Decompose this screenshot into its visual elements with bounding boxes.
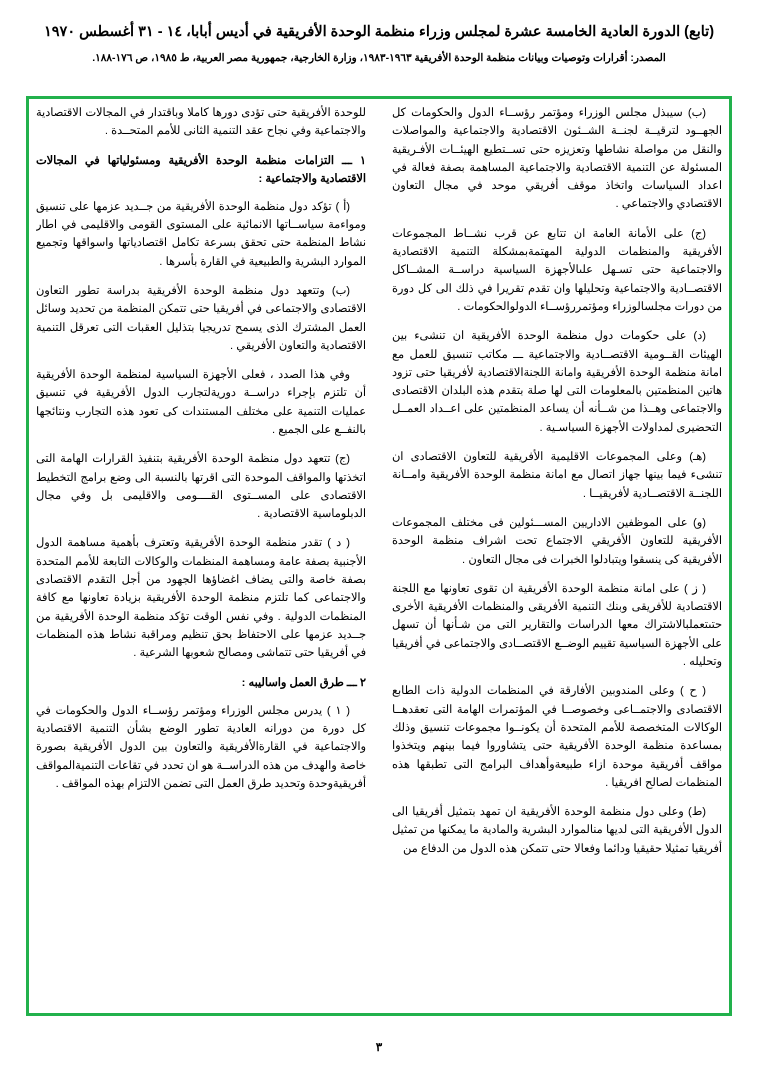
- document-source: المصدر: أقرارات وتوصيات وبيانات منظمة الوحدة الأفريقية ١٩٦٣-١٩٨٣، وزارة الخارجية، جمهورية مصر العربية، ط ١٩٨٥، ص ١٧٦-١٨٨.: [92, 51, 666, 64]
- page-number: ٣: [375, 1040, 383, 1054]
- paragraph: (د) على حكومات دول منظمة الوحدة الأفريقية ان تنشىء بين الهيئات القــومية الاقتصــادية والاجتماعية ـــ مكاتب تنسيق للعمل مع امانة منظمة الوحدة الأفريقية وامانة اللجنةالاقتصادية لأفريقيا حتى تزود هاتين المنظمتين بالمعلومات التى لها صلة بتقدم هذه البلدان الاقتصادى والاجتماعى وهــذا من شــأنه أن يساعد المنظمتين على اعــداد العمــل التحضيرى لمداولات الأجهزة السياسـية .: [392, 330, 722, 434]
- column-right: [392, 104, 722, 1008]
- paragraph: (ج) على الأمانة العامة ان تتابع عن قرب نشــاط المجموعات الأفريقية والمنظمات الدولية المهتمةبمشكلة التنمية الاقتصادية والاجتماعية حتى تسـهل علىالأجهزة السياسية دراســة المشــاكل الاقتصــادية والاجتماعية وتحليلها وان تقدم تقريرا في ذلك الى كل دورة من دورات مجلسالوزراء ومؤتمررؤســاء الدولوالحكومات .: [392, 227, 722, 313]
- paragraph: وفي هذا الصدد ، فعلى الأجهزة السياسية لمنظمة الوحدة الأفريقية أن تلتزم بإجراء دراســة دوريةلتجارب الدول الأفريقية في تنسيق عمليات التنمية على مختلف المستندات كى تعود هذه التجارب ونتائجها بالنفــع على الجميع .: [36, 369, 366, 436]
- paragraph: (ب) سيبذل مجلس الوزراء ومؤتمر رؤســاء الدول والحكومات كل الجهــود لترقيــة لجنــة الشــئون الاقتصادية والاجتماعية والمواصلات والنقل من مواصلة نشاطها وتعزيزه حتى تســتطيع الهيئــات الأفـريقية المسئولة عن التنمية الاقتصادية والاجتماعية المساهمة بصفة فعالة في اعداد السياسات واتخاذ موقف أفريقي موحد في مجال التعاون الاقتصادي والاجتماعي .: [392, 107, 722, 211]
- paragraph: ( د ) تقدر منظمة الوحدة الأفريقية وتعترف بأهمية مساهمة الدول الأجنبية بصفة عامة ومساهمة المنظمات والوكالات التابعة للأمم المتحدة بصفة خاصة والتى يضاف اغضاؤها الجهود من أجل التقدم الاقتصادى والاجتماعى كما تلتزم منظمة الوحدة الأفريقية بزيادة تعاونها مع كافة المنظمات الدولية . وفي نفس الوقت تؤكد منظمة الوحدة الأفريقية من جــديد عزمها على الاحتفاظ بحق تنظيم ومراقبة نشاط هذه المنظمات في أفريقيا حتى تتماشى ومصالح شعوبها الشرعية .: [36, 537, 366, 660]
- two-column-body: [36, 104, 722, 1008]
- column-left: [36, 104, 366, 1008]
- paragraph: ( ١ ) يدرس مجلس الوزراء ومؤتمر رؤســاء الدول والحكومات في كل دورة من دورانه العادية تطور الوضع بشأن التنمية الاقتصادية والاجتماعية في القارةالأفريقية والتعاون بين الدول الأفريقية بصورة خاصة والهدف من هذه الدراســة هو ان تحدد في تقاعات التنميةالمواقف أفريقيةوحدة وتحديد طرق العمل التى تضمن الالتزام بهذه المواقف .: [36, 704, 366, 790]
- paragraph: (و) على الموظفين الاداريين المســـئولين فى مختلف المجموعات الأفريقية للتعاون الأفريقي الاجتماع تحت اشراف منظمة الوحدة الأفريقية كى ينسقوا ويتبادلوا الخبرات فى مجال التعاون .: [392, 516, 722, 566]
- paragraph: ( ز ) على امانة منظمة الوحدة الأفريقية ان تقوى تعاونها مع اللجنة الاقتصادية للأفريقى وبنك التنمية الأفريقى والمنظمات الأفريقية الأخرى حتىتعملبالاشتراك معها الدراسات والتقارير التى من شـأنها أن تسهل على الأجهزة السياسية تقييم الوضــع الاقتصــادى والاجتماعى في أفريقيا وتحليله .: [392, 582, 722, 669]
- paragraph-continued: للوحدة الأفريقية حتى تؤدى دورها كاملا وباقتدار في المجالات الاقتصادية والاجتماعية وفي نجاح عقد التنمية الثانى للأمم المتحــدة .: [36, 107, 366, 138]
- paragraph: (هـ) وعلى المجموعات الاقليمية الأفريقية للتعاون الاقتصادى ان تنشىء فيما بينها جهاز اتصال مع امانة منظمة الوحدة الأفريقية وامــانة اللجنــة الاقتصــادية لأفريقيــا .: [392, 451, 722, 500]
- paragraph: ( ح ) وعلى المندوبين الأفارقة في المنظمات الدولية ذات الطابع الاقتصادى والاجتمــاعى وخصوصــا في المؤتمرات الهامة التى تعقدهــا الوكالات المتخصصة للأمم المتحدة أن يكونــوا مجموعات تنسيق وذلك بمساعدة منظمة الوحدة الأفريقية حتى يتشاوروا فيما بينهم ويتخذوا مواقف أفريقية موحدة ازاء طبيعةوأهداف البرامج التى تطبقها هذه المنظمات لصالح افريقيا .: [392, 685, 722, 789]
- paragraph: (ب) وتتعهد دول منظمة الوحدة الأفريقية بدراسة تطور التعاون الاقتصادى والاجتماعى في أفريقيا حتى تتمكن المنظمة من تحديد وسائل العمل المشترك الذى يسمح تدريجيا بتذليل العقبات التى تعرقل التنمية الاقتصادية والتعاون الأفريقي .: [36, 284, 366, 352]
- page-title: (تابع) الدورة العادية الخامسة عشرة لمجلس وزراء منظمة الوحدة الأفريقية في أديس أبابا، ١٤ - ٣١ أغسطس ١٩٧٠: [43, 24, 715, 40]
- paragraph: (ج) تتعهد دول منظمة الوحدة الأفريقية بتنفيذ القرارات الهامة التى اتخذتها والمواقف الموحدة التى اقرتها بالنسبة الى وضع برامج التخطيط الاقتصادى على المســتوى القــــومى والاقليمى بل وفي مجال الدبلوماسية الاقتصادية .: [36, 453, 366, 521]
- paragraph: (أ ) تؤكد دول منظمة الوحدة الأفريقية من جــديد عزمها على تنسيق ومواءمة سياســاتها الانمائية على المستوى القومى والاقليمى في اطار نشاط المنظمة حتى تحقق بسرعة تكامل اقتصادياتها واسواقها وتجميع الموارد البشرية والطبيعية في القارة بأسرها .: [36, 200, 366, 268]
- page-header: [0, 0, 758, 65]
- section-heading-1: ١ ـــ التزامات منظمة الوحدة الأفريقية ومسئولياتها في المجالات الاقتصادية والاجتماعية :: [36, 154, 366, 185]
- paragraph: (ط) وعلى دول منظمة الوحدة الأفريقية ان تمهد بتمثيل أفريقيا الى الدول الأفريقية التى لديها منالموارد البشرية والمادية ما يمكنها من تمثيل أفريقيا تمثيلا حقيقيا ودائما وفعالا حتى تتمكن هذه الدول من الدفاع من: [392, 806, 722, 855]
- section-heading-2: ٢ ـــ طرق العمل واساليبه :: [241, 676, 366, 689]
